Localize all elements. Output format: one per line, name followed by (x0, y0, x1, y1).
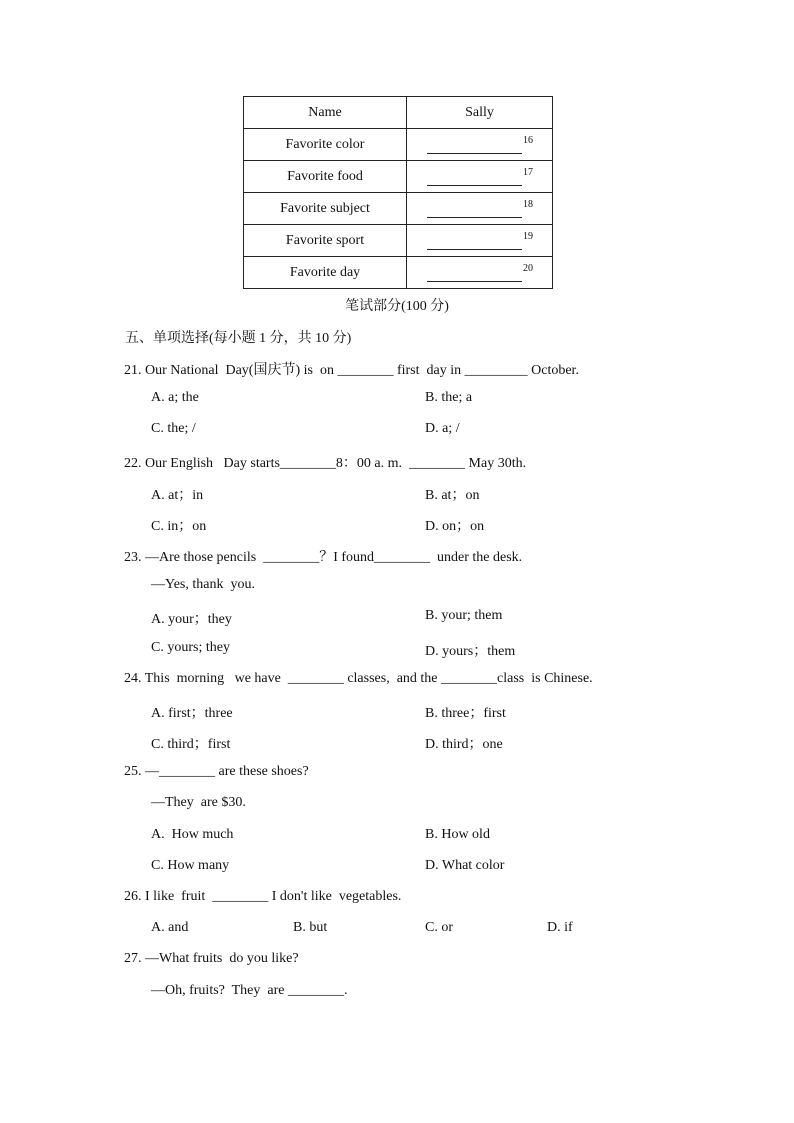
question-21-option-b[interactable]: B. the; a (425, 390, 473, 405)
row-label: Favorite food (244, 161, 407, 193)
row-label: Favorite color (244, 129, 407, 161)
table-row (244, 257, 553, 289)
question-23-option-b[interactable]: B. your; them (425, 608, 503, 623)
answer-blank[interactable] (407, 161, 553, 193)
question-26-option-b[interactable]: B. but (293, 920, 328, 935)
question-23-option-c[interactable]: C. yours; they (151, 640, 230, 655)
blank-number: 20 (523, 263, 533, 274)
table-row (244, 129, 553, 161)
question-25-reply: —They are $30. (151, 795, 246, 810)
row-label: Favorite subject (244, 193, 407, 225)
question-25-option-c[interactable]: C. How many (151, 858, 230, 873)
answer-blank[interactable] (407, 225, 553, 257)
table-row (244, 193, 553, 225)
blank-number: 18 (523, 199, 533, 210)
question-27-stem: 27. —What fruits do you like? (124, 951, 299, 966)
question-23-reply: —Yes, thank you. (151, 577, 255, 592)
question-26-stem: 26. I like fruit ________ I don't like vegetables. (124, 889, 402, 904)
table-row (244, 225, 553, 257)
question-25-option-d[interactable]: D. What color (425, 858, 505, 873)
blank-underline (427, 249, 522, 250)
row-label: Favorite sport (244, 225, 407, 257)
blank-underline (427, 217, 522, 218)
question-22-option-d[interactable]: D. on；on (425, 519, 485, 534)
question-26-option-d[interactable]: D. if (547, 920, 573, 935)
question-25-stem: 25. —________ are these shoes? (124, 764, 309, 779)
blank-number: 17 (523, 167, 533, 178)
question-21-option-d[interactable]: D. a; / (425, 421, 460, 436)
question-26-option-a[interactable]: A. and (151, 920, 189, 935)
table-row (244, 161, 553, 193)
question-23-option-d[interactable]: D. yours；them (425, 644, 516, 659)
question-25-option-a[interactable]: A. How much (151, 827, 234, 842)
favorites-table (243, 96, 553, 289)
question-22-stem: 22. Our English Day starts________8：00 a. m. ________ May 30th. (124, 456, 527, 471)
blank-number: 19 (523, 231, 533, 242)
section-five-heading: 五、单项选择(每小题 1 分，共 10 分) (125, 331, 352, 346)
question-24-option-d[interactable]: D. third；one (425, 737, 503, 752)
question-24-option-b[interactable]: B. three；first (425, 706, 506, 721)
question-21-option-a[interactable]: A. a; the (151, 390, 199, 405)
answer-blank[interactable] (407, 129, 553, 161)
blank-underline (427, 281, 522, 282)
header-name: Name (244, 97, 407, 129)
blank-number: 16 (523, 135, 533, 146)
question-24-option-c[interactable]: C. third；first (151, 737, 231, 752)
row-label: Favorite day (244, 257, 407, 289)
written-section-title: 笔试部分(100 分) (345, 299, 449, 314)
blank-underline (427, 185, 522, 186)
question-27-reply: —Oh, fruits? They are ________. (151, 983, 348, 998)
question-21-stem: 21. Our National Day(国庆节) is on ________ first day in _________ October. (124, 363, 579, 378)
question-22-option-b[interactable]: B. at；on (425, 488, 480, 503)
table-header-row (244, 97, 553, 129)
question-21-option-c[interactable]: C. the; / (151, 421, 196, 436)
question-23-option-a[interactable]: A. your；they (151, 612, 232, 627)
question-23-stem: 23. —Are those pencils ________？I found________ under the desk. (124, 550, 523, 565)
answer-blank[interactable] (407, 257, 553, 289)
question-22-option-c[interactable]: C. in；on (151, 519, 207, 534)
question-24-stem: 24. This morning we have ________ classes, and the ________class is Chinese. (124, 671, 593, 686)
answer-blank[interactable] (407, 193, 553, 225)
question-22-option-a[interactable]: A. at；in (151, 488, 204, 503)
question-26-option-c[interactable]: C. or (425, 920, 453, 935)
question-25-option-b[interactable]: B. How old (425, 827, 490, 842)
header-sally: Sally (407, 97, 553, 129)
blank-underline (427, 153, 522, 154)
question-24-option-a[interactable]: A. first；three (151, 706, 233, 721)
